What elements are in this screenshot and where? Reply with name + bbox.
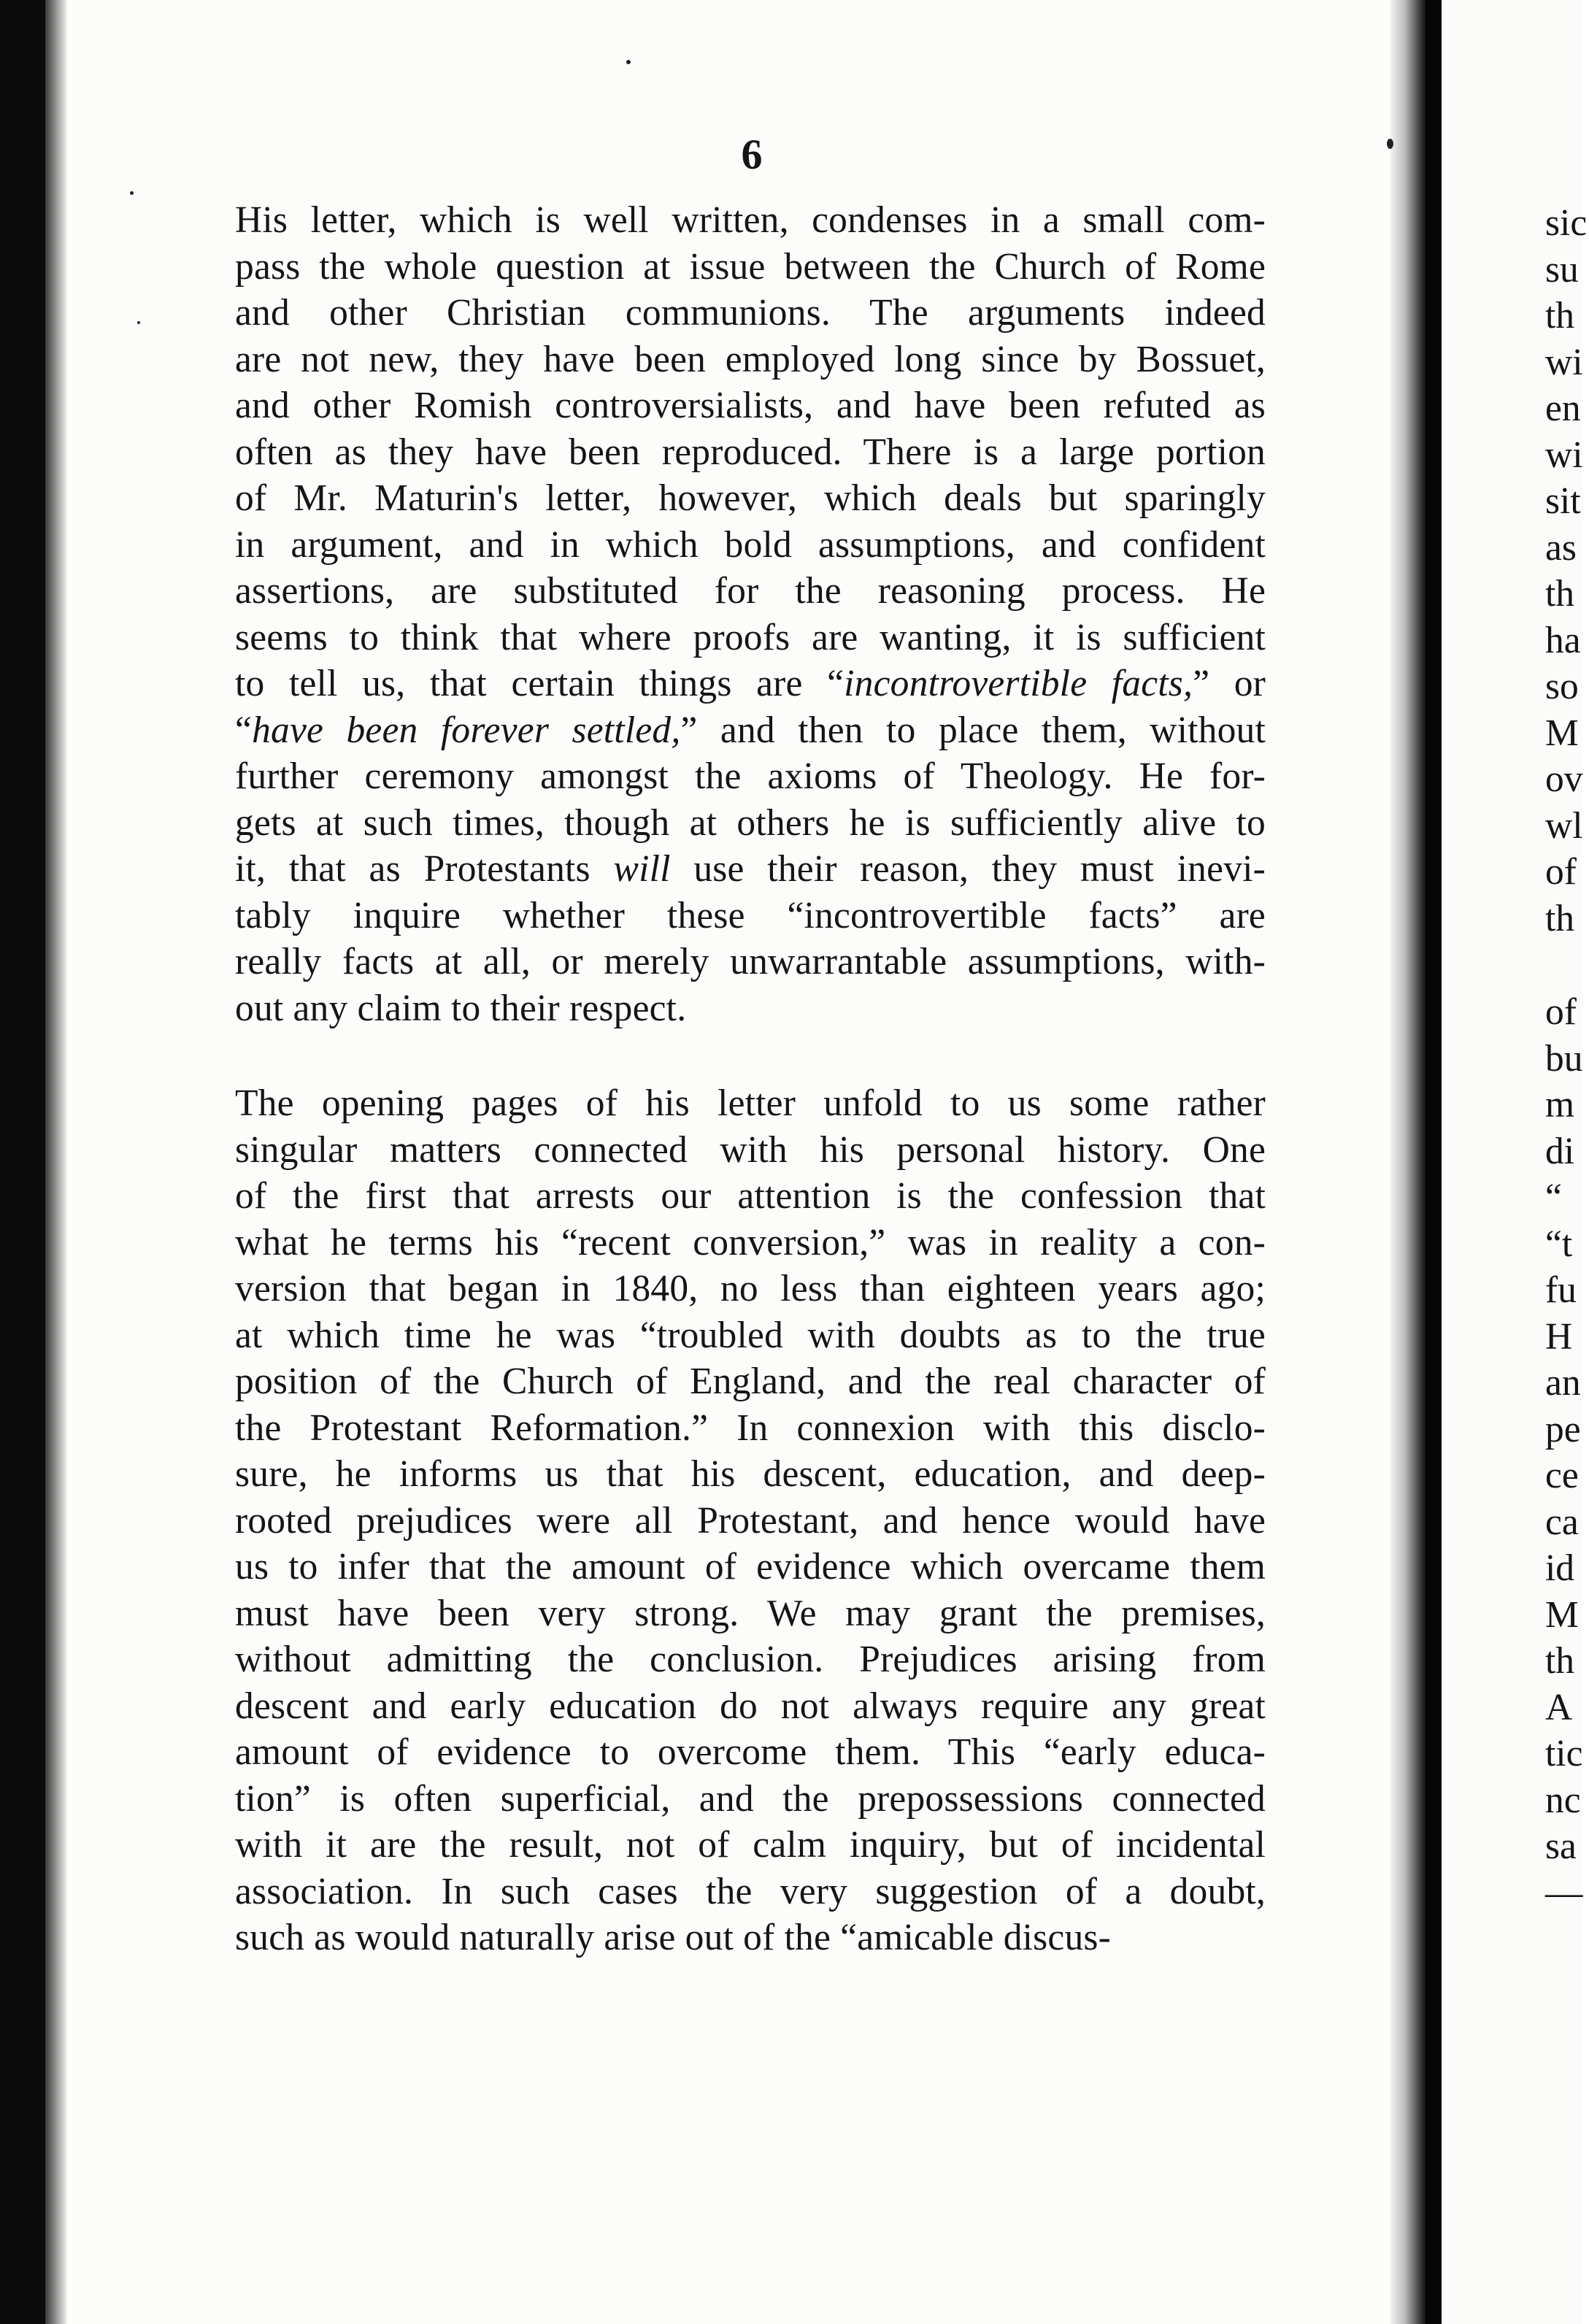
text-line: are not new, they have been employed long since by Bossuet, xyxy=(235,338,1266,380)
text-line: descent and early education do not always require any great xyxy=(235,1685,1266,1727)
facing-page-fragment: su xyxy=(1545,248,1579,290)
text-line: assertions, are substituted for the reasoning process. He xyxy=(235,570,1266,612)
text-line: gets at such times, though at others he is sufficiently alive to xyxy=(235,801,1266,844)
page-number: 6 xyxy=(741,131,763,178)
body-paragraph-2 xyxy=(235,1080,1266,1961)
facing-page-fragment: tic xyxy=(1545,1733,1583,1774)
facing-page-fragment: wl xyxy=(1545,804,1583,847)
text-line: us to infer that the amount of evidence which overcame them xyxy=(235,1546,1266,1588)
text-line: pass the whole question at issue between the Church of Rome xyxy=(235,245,1266,288)
facing-page-fragment: th xyxy=(1545,295,1575,336)
text-line: must have been very strong. We may grant the premises, xyxy=(235,1592,1266,1634)
text-line: without admitting the conclusion. Prejudices arising from xyxy=(235,1639,1266,1680)
text-line: further ceremony amongst the axioms of Theology. He for- xyxy=(235,755,1266,797)
facing-page-fragment: ce xyxy=(1545,1455,1579,1496)
left-binding-edge xyxy=(0,0,45,2324)
facing-page-fragment: th xyxy=(1545,1640,1575,1682)
text-line: amount of evidence to overcome them. This “early educa- xyxy=(235,1731,1266,1773)
facing-page-fragment: pe xyxy=(1545,1408,1581,1450)
facing-page-fragment: fu xyxy=(1545,1269,1577,1311)
text-line: The opening pages of his letter unfold to us some rather xyxy=(235,1082,1266,1124)
facing-page-fragment: ha xyxy=(1545,619,1581,661)
text-line: what he terms his “recent conversion,” was in reality a con- xyxy=(235,1221,1266,1263)
facing-page-fragment: wi xyxy=(1545,341,1583,383)
facing-page-fragment: th xyxy=(1545,573,1575,615)
facing-page-fragment: as xyxy=(1545,526,1577,569)
text-line: rooted prejudices were all Protestant, and hence would have xyxy=(235,1499,1266,1542)
facing-page-fragment: ov xyxy=(1545,758,1583,800)
facing-page-fragment: en xyxy=(1545,388,1581,429)
facing-page-fragment: wi xyxy=(1545,434,1583,476)
page-gutter-shadow xyxy=(1390,0,1426,2324)
text-line: association. In such cases the very suggestion of a doubt, xyxy=(235,1870,1266,1912)
facing-page-fragment: di xyxy=(1545,1130,1575,1172)
ink-speck xyxy=(137,321,140,324)
facing-page-fragment: so xyxy=(1545,666,1579,707)
text-line: His letter, which is well written, condenses in a small com- xyxy=(235,199,1266,241)
facing-page-fragment: nc xyxy=(1545,1779,1581,1821)
text-line: often as they have been reproduced. There is a large portion xyxy=(235,431,1266,473)
text-line: with it are the result, not of calm inquiry, but of incidental xyxy=(235,1824,1266,1866)
facing-page-fragment: id xyxy=(1545,1547,1575,1589)
text-line: singular matters connected with his personal history. One xyxy=(235,1128,1266,1171)
text-line: in argument, and in which bold assumptions, and confident xyxy=(235,523,1266,566)
text-line: it, that as Protestants will use their reason, they must inevi- xyxy=(235,848,1266,890)
facing-page-fragment: ca xyxy=(1545,1501,1579,1543)
facing-page-fragment: bu xyxy=(1545,1037,1583,1080)
text-line: of the first that arrests our attention is the confession that xyxy=(235,1175,1266,1217)
ink-speck xyxy=(130,191,134,195)
text-line: out any claim to their respect. xyxy=(235,987,687,1029)
facing-page-fragment: A xyxy=(1545,1686,1573,1728)
left-edge-shadow xyxy=(45,0,67,2324)
text-line: really facts at all, or merely unwarrantable assumptions, with- xyxy=(235,941,1266,982)
text-line: tion” is often superficial, and the prepossessions connected xyxy=(235,1777,1266,1820)
facing-page-text-fragments-2 xyxy=(1545,989,1589,1916)
facing-page-fragment: sa xyxy=(1545,1825,1577,1867)
ink-speck xyxy=(626,60,631,64)
facing-page-fragment: — xyxy=(1545,1871,1583,1914)
text-line: and other Christian communions. The arguments indeed xyxy=(235,292,1266,334)
facing-page-fragment: “ xyxy=(1545,1177,1562,1218)
right-binding-edge xyxy=(1426,0,1442,2324)
facing-page-fragment: sit xyxy=(1545,480,1581,522)
facing-page-fragment: an xyxy=(1545,1362,1581,1404)
text-line: seems to think that where proofs are wanting, it is sufficient xyxy=(235,616,1266,658)
facing-page-fragment: M xyxy=(1545,1593,1579,1636)
text-line: version that began in 1840, no less than eighteen years ago; xyxy=(235,1268,1266,1309)
facing-page-fragment: of xyxy=(1545,851,1577,893)
facing-page-fragment: “t xyxy=(1545,1223,1573,1265)
facing-page-fragment: of xyxy=(1545,991,1577,1033)
text-line: of Mr. Maturin's letter, however, which deals but sparingly xyxy=(235,477,1266,519)
facing-page-fragment: m xyxy=(1545,1084,1575,1126)
facing-page-fragment: H xyxy=(1545,1315,1573,1358)
text-line: at which time he was “troubled with doubts as to the true xyxy=(235,1314,1266,1356)
facing-page-fragment: th xyxy=(1545,897,1575,939)
ink-speck xyxy=(1387,139,1393,149)
text-line: sure, he informs us that his descent, education, and deep- xyxy=(235,1453,1266,1495)
text-line: and other Romish controversialists, and have been refuted as xyxy=(235,385,1266,426)
text-line: position of the Church of England, and the real character of xyxy=(235,1361,1266,1402)
text-line: such as would naturally arise out of the “amicable discus- xyxy=(235,1917,1112,1958)
text-line: “have been forever settled,” and then to place them, without xyxy=(235,709,1266,751)
facing-page-fragment: M xyxy=(1545,712,1579,754)
facing-page-fragment: sic xyxy=(1545,202,1588,244)
body-paragraph-1 xyxy=(235,197,1266,1031)
text-line: tably inquire whether these “incontrovertible facts” are xyxy=(235,894,1266,936)
text-line: to tell us, that certain things are “incontrovertible facts,” or xyxy=(235,663,1266,704)
facing-page-text-fragments-1 xyxy=(1545,200,1589,942)
text-line: the Protestant Reformation.” In connexion with this disclo- xyxy=(235,1407,1266,1449)
